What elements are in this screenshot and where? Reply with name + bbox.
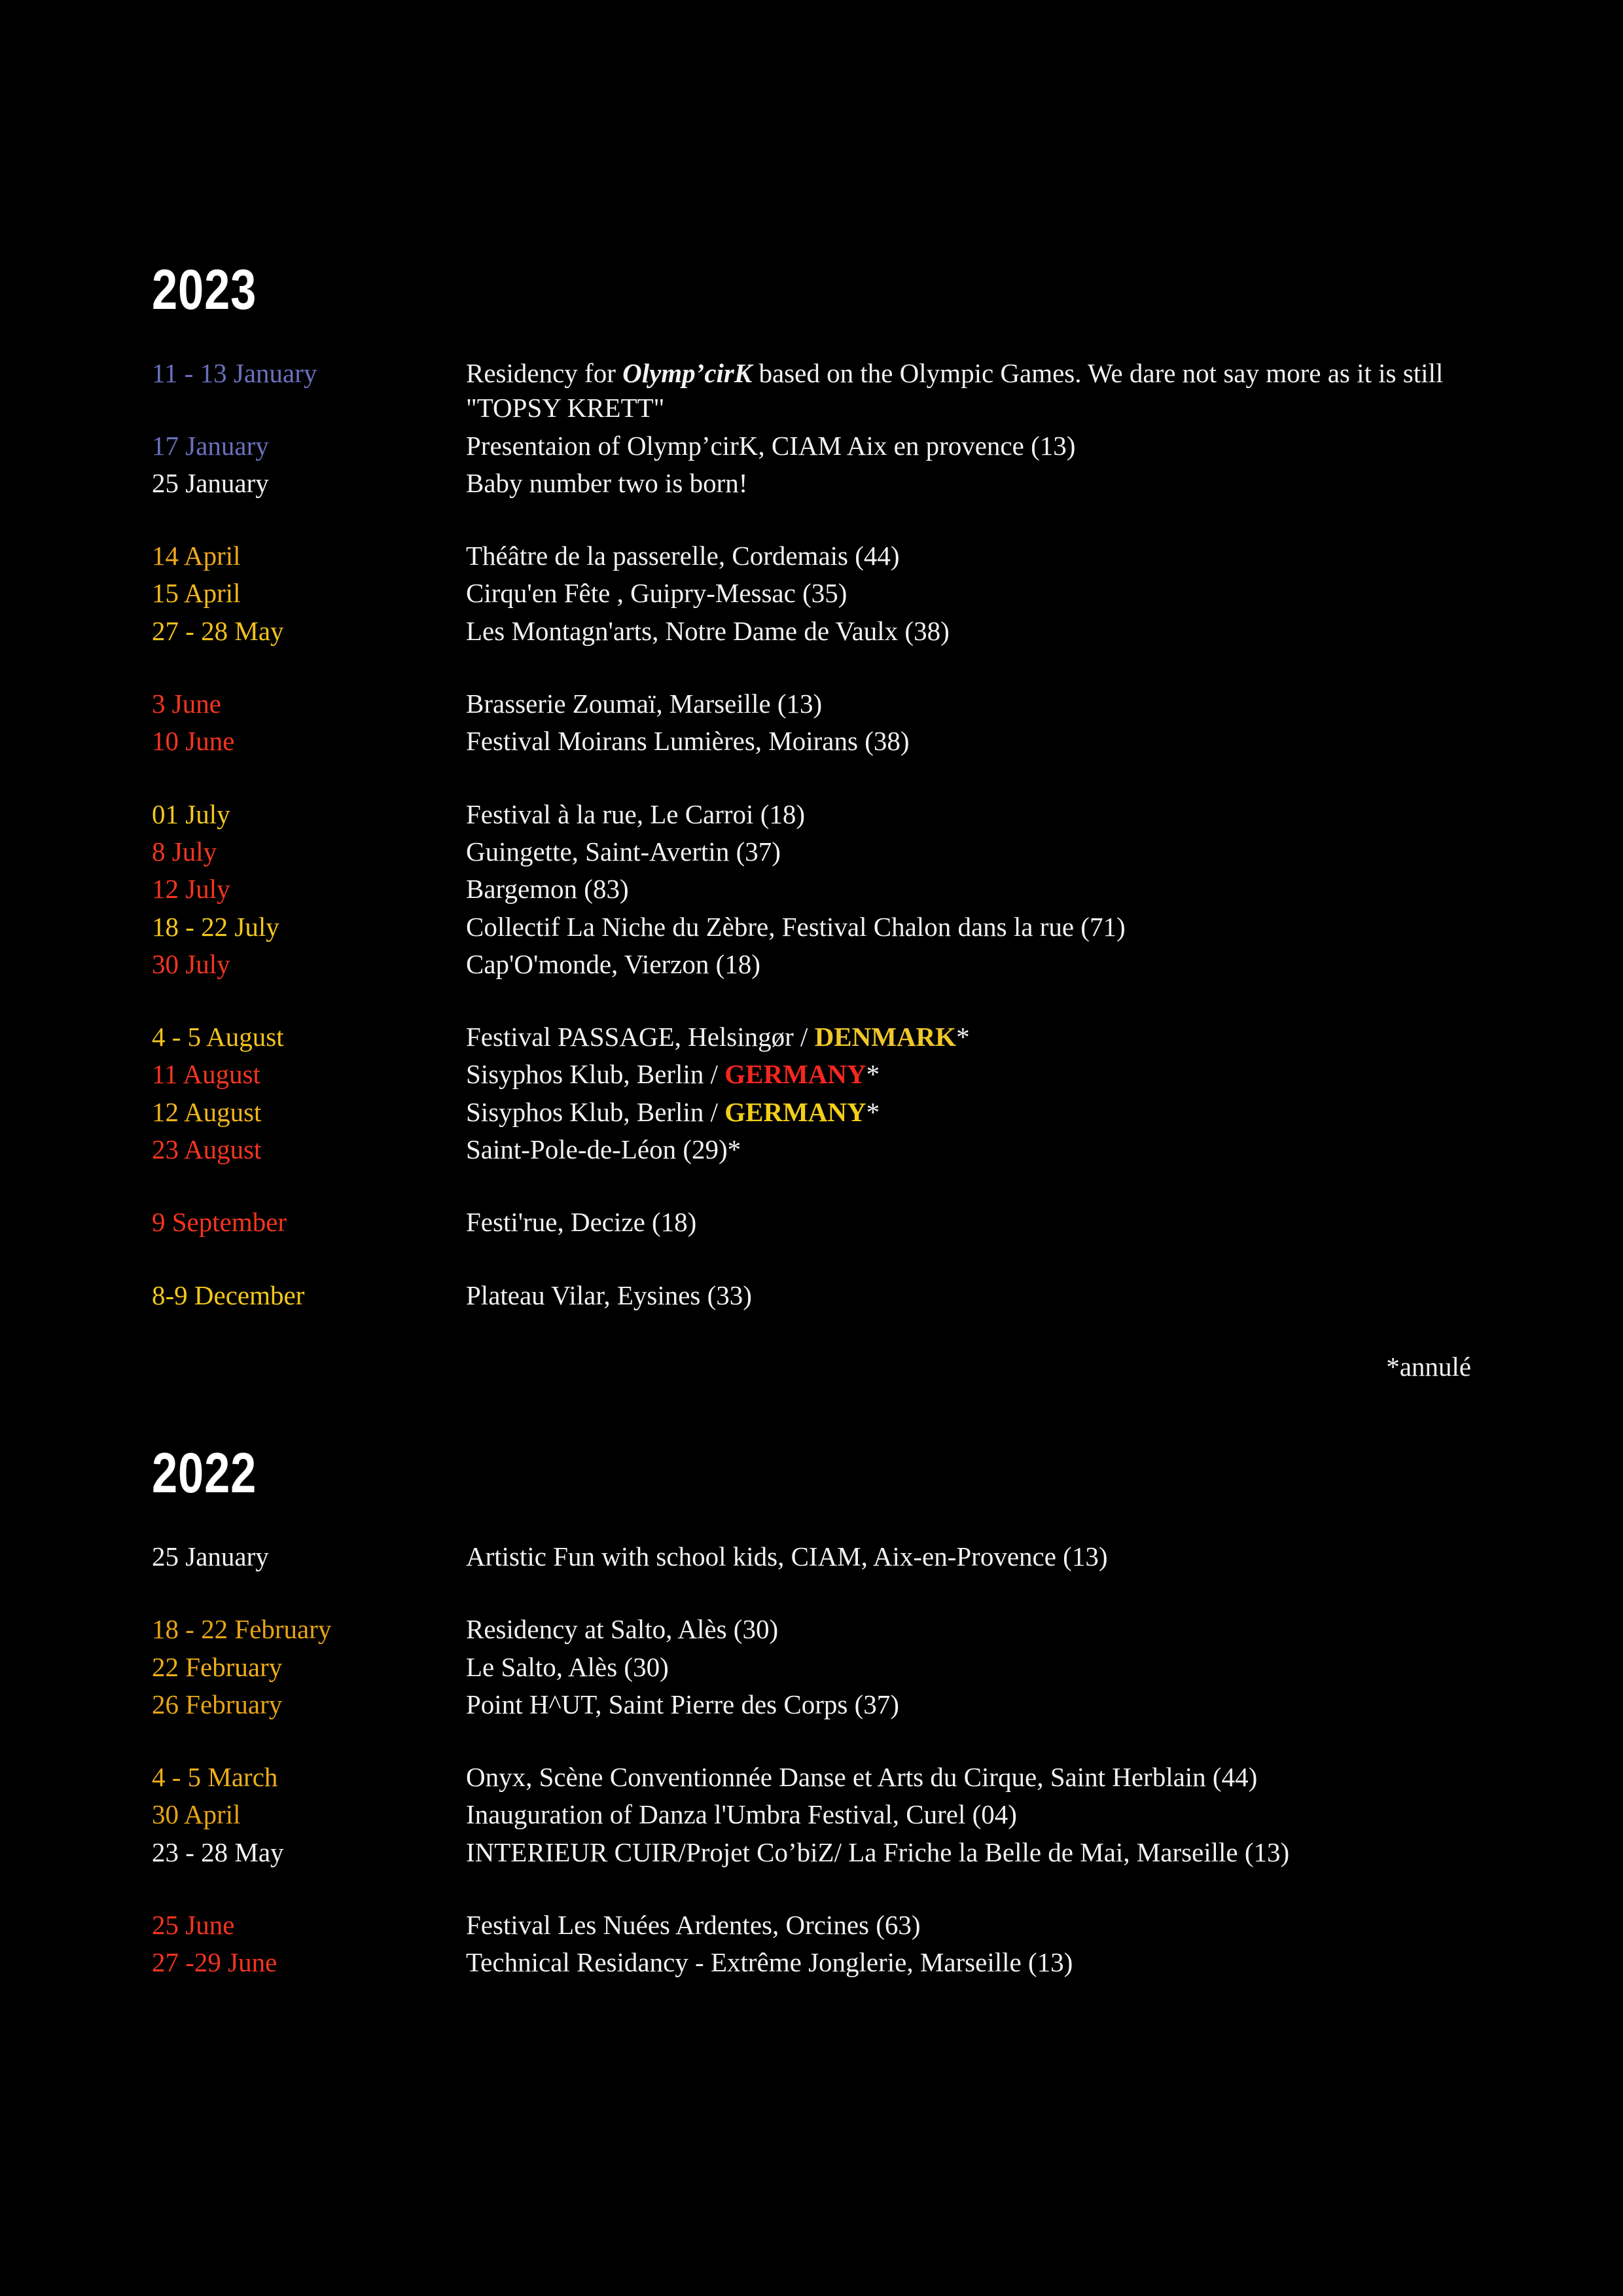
entry-date: 11 - 13 January	[152, 358, 317, 388]
entry-description	[466, 614, 1474, 649]
entry-description	[466, 1132, 1474, 1167]
entry-description	[466, 1095, 1474, 1130]
entry-description	[466, 576, 1474, 611]
description-text: Le Salto, Alès (30)	[466, 1651, 669, 1682]
entry-group	[152, 356, 1474, 501]
description-text: Plateau Vilar, Eysines (33)	[466, 1280, 752, 1310]
date-entry-row	[152, 1687, 1474, 1722]
description-text: Festi'rue, Decize (18)	[466, 1207, 697, 1238]
date-entry-row	[152, 1205, 1474, 1240]
date-entry-row	[152, 1539, 1474, 1574]
entry-date: 8-9 December	[152, 1280, 305, 1310]
date-entry-row	[152, 1797, 1474, 1832]
entry-description	[466, 356, 1474, 426]
description-text: *	[866, 1096, 880, 1127]
entry-description	[466, 1908, 1474, 1943]
entry-date: 14 April	[152, 541, 241, 571]
entry-date: 25 January	[152, 1541, 269, 1571]
date-entry-row	[152, 797, 1474, 832]
entry-date: 4 - 5 August	[152, 1022, 284, 1052]
entry-group	[152, 1539, 1474, 1574]
entry-date: 25 January	[152, 467, 269, 498]
entry-group	[152, 1020, 1474, 1167]
entry-date: 11 August	[152, 1059, 260, 1090]
year-block	[152, 259, 1474, 1382]
entry-group	[152, 1278, 1474, 1313]
description-text: Festival PASSAGE, Helsingør /	[466, 1022, 815, 1052]
description-text: Théâtre de la passerelle, Cordemais (44)	[466, 541, 900, 571]
entry-description	[466, 1020, 1474, 1054]
entry-date: 3 June	[152, 689, 221, 719]
description-text: Sisyphos Klub, Berlin /	[466, 1096, 725, 1127]
entry-description	[466, 1687, 1474, 1722]
entry-description	[466, 1539, 1474, 1574]
entry-date: 12 August	[152, 1096, 262, 1127]
description-text: Saint-Pole-de-Léon (29)*	[466, 1134, 741, 1165]
description-text: *	[956, 1022, 970, 1052]
entry-date: 23 - 28 May	[152, 1837, 284, 1867]
entry-date: 9 September	[152, 1207, 287, 1238]
date-entry-row	[152, 872, 1474, 906]
entry-date: 18 - 22 July	[152, 911, 279, 942]
date-entry-row	[152, 1095, 1474, 1130]
entry-date: 25 June	[152, 1910, 235, 1941]
description-text: Inauguration of Danza l'Umbra Festival, Curel (04)	[466, 1799, 1017, 1830]
country-label: GERMANY	[724, 1096, 866, 1127]
entry-date: 22 February	[152, 1651, 283, 1682]
date-entry-row	[152, 1612, 1474, 1647]
date-entry-row	[152, 1057, 1474, 1092]
entry-description	[466, 1205, 1474, 1240]
description-text: Artistic Fun with school kids, CIAM, Aix-en-Provence (13)	[466, 1541, 1108, 1571]
entry-date: 27 -29 June	[152, 1947, 277, 1978]
date-entry-row	[152, 539, 1474, 573]
entry-date: 23 August	[152, 1134, 262, 1165]
entry-group	[152, 539, 1474, 649]
entry-description	[466, 724, 1474, 759]
entry-description	[466, 834, 1474, 869]
year-block	[152, 1441, 1474, 1981]
entry-description	[466, 429, 1474, 463]
entry-date: 26 February	[152, 1689, 283, 1719]
description-text: Festival Moirans Lumières, Moirans (38)	[466, 726, 910, 757]
description-text: Guingette, Saint-Avertin (37)	[466, 836, 781, 867]
date-entry-row	[152, 356, 1474, 426]
description-text: *	[866, 1059, 880, 1090]
date-entry-row	[152, 910, 1474, 944]
entry-description	[466, 1760, 1474, 1795]
description-text: Bargemon (83)	[466, 874, 629, 905]
description-text: Collectif La Niche du Zèbre, Festival Chalon dans la rue (71)	[466, 911, 1126, 942]
date-entry-row	[152, 429, 1474, 463]
date-entry-row	[152, 1020, 1474, 1054]
description-text: Onyx, Scène Conventionnée Danse et Arts du Cirque, Saint Herblain (44)	[466, 1762, 1258, 1793]
date-entry-row	[152, 1908, 1474, 1943]
description-text: Les Montagn'arts, Notre Dame de Vaulx (38)	[466, 615, 950, 646]
description-text: Baby number two is born!	[466, 467, 748, 498]
description-text: Residency at Salto, Alès (30)	[466, 1614, 779, 1645]
date-entry-row	[152, 1945, 1474, 1980]
entry-description	[466, 1945, 1474, 1980]
description-text: Festival à la rue, Le Carroi (18)	[466, 798, 806, 829]
entry-date: 27 - 28 May	[152, 615, 284, 646]
description-text: Brasserie Zoumaï, Marseille (13)	[466, 689, 823, 719]
country-label: DENMARK	[814, 1022, 957, 1052]
description-text: based on the Olympic Games. We dare not say more as it is still "TOPSY KRETT"	[466, 358, 1444, 423]
entry-date: 01 July	[152, 798, 230, 829]
entry-group	[152, 1908, 1474, 1981]
date-entry-row	[152, 724, 1474, 759]
cancelled-footnote: *annulé	[1386, 1351, 1471, 1382]
entry-group	[152, 687, 1474, 759]
description-text: Cirqu'en Fête , Guipry-Messac (35)	[466, 578, 847, 609]
date-entry-row	[152, 1132, 1474, 1167]
year-heading: 2022	[152, 1441, 257, 1505]
description-text: Point H^UT, Saint Pierre des Corps (37)	[466, 1689, 899, 1719]
description-text: Cap'O'monde, Vierzon (18)	[466, 948, 760, 979]
date-entry-row	[152, 466, 1474, 501]
entry-group	[152, 1205, 1474, 1240]
entry-description	[466, 1835, 1474, 1870]
date-entry-row	[152, 1650, 1474, 1685]
description-text: Residency for	[466, 358, 623, 388]
entry-date: 12 July	[152, 874, 230, 905]
date-entry-row	[152, 614, 1474, 649]
country-label: GERMANY	[724, 1059, 866, 1090]
entry-description	[466, 872, 1474, 906]
entry-date: 10 June	[152, 726, 235, 757]
date-entry-row	[152, 1278, 1474, 1313]
entry-date: 17 January	[152, 430, 269, 461]
date-entry-row	[152, 687, 1474, 721]
entry-description	[466, 1650, 1474, 1685]
entry-date: 8 July	[152, 836, 217, 867]
date-entry-row	[152, 947, 1474, 982]
date-entry-row	[152, 576, 1474, 611]
entry-description	[466, 1612, 1474, 1647]
tour-dates-list	[152, 259, 1474, 1981]
description-text: Festival Les Nuées Ardentes, Orcines (63)	[466, 1910, 921, 1941]
entry-description	[466, 687, 1474, 721]
date-entry-row	[152, 1760, 1474, 1795]
description-text: INTERIEUR CUIR/Projet Co’biZ/ La Friche la Belle de Mai, Marseille (13)	[466, 1837, 1290, 1867]
date-entry-row	[152, 834, 1474, 869]
entry-date: 4 - 5 March	[152, 1762, 278, 1793]
entry-description	[466, 539, 1474, 573]
entry-description	[466, 1797, 1474, 1832]
description-text: Sisyphos Klub, Berlin /	[466, 1059, 725, 1090]
entry-description	[466, 797, 1474, 832]
entry-group	[152, 1760, 1474, 1870]
description-text: Presentaion of Olymp’cirK, CIAM Aix en provence (13)	[466, 430, 1076, 461]
entry-description	[466, 910, 1474, 944]
date-entry-row	[152, 1835, 1474, 1870]
entry-description	[466, 1057, 1474, 1092]
description-text: Technical Residancy - Extrême Jonglerie, Marseille (13)	[466, 1947, 1073, 1978]
entry-group	[152, 797, 1474, 982]
emphasised-title: Olymp’cirK	[622, 358, 753, 388]
entry-group	[152, 1612, 1474, 1722]
entry-description	[466, 947, 1474, 982]
entry-description	[466, 466, 1474, 501]
entry-date: 30 July	[152, 948, 230, 979]
entry-date: 30 April	[152, 1799, 241, 1830]
entry-date: 18 - 22 February	[152, 1614, 332, 1645]
year-heading: 2023	[152, 259, 257, 321]
entry-description	[466, 1278, 1474, 1313]
entry-date: 15 April	[152, 578, 241, 609]
